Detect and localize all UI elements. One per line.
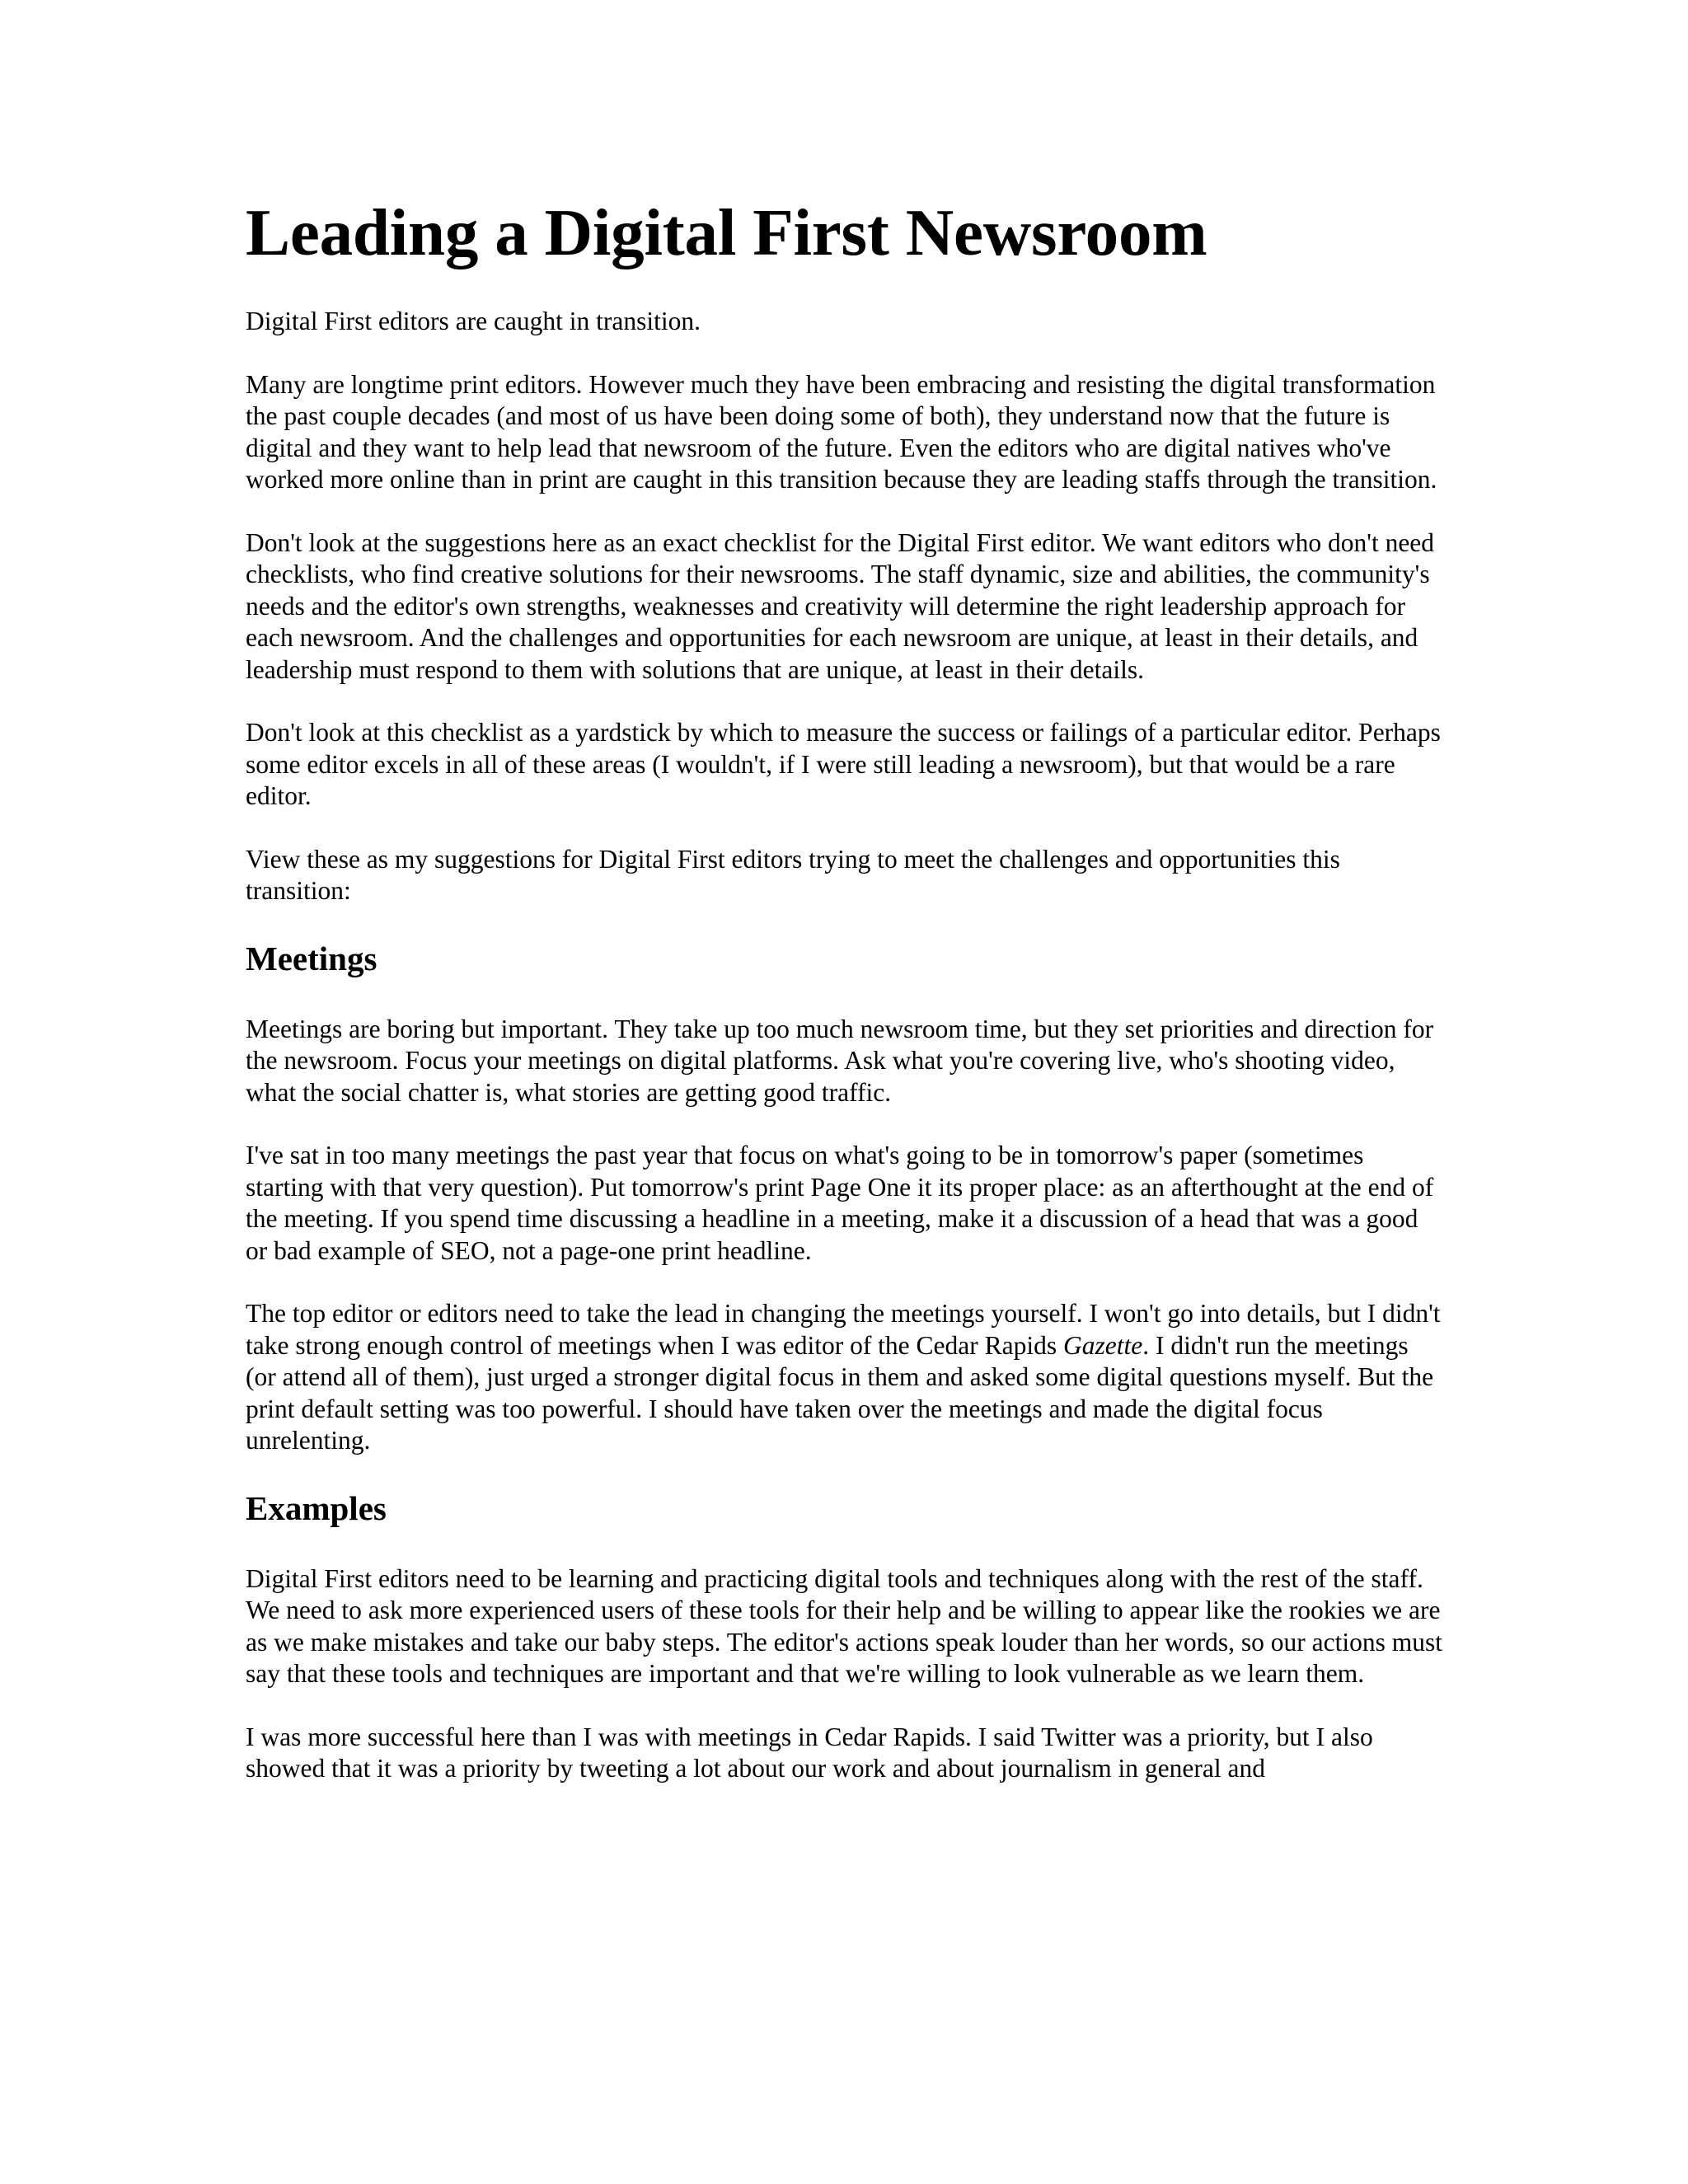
meetings-paragraph-3-start: The top editor or editors need to take the lead in changing the meetings yourself. I won't go into details, but I didn't take strong enough control of meetings when I was editor of the Cedar Rapids [246,1299,1441,1360]
meetings-paragraph-1: Meetings are boring but important. They take up too much newsroom time, but they set priorities and direction for the newsroom. Focus your meetings on digital platforms. Ask what you're covering live, who's shooting video, what the social chatter is, what stories are getting good traffic. [246,1014,1434,1107]
examples-paragraph-2: I was more successful here than I was with meetings in Cedar Rapids. I said Twitter was a priority, but I also showed that it was a priority by tweeting a lot about our work and about journalism in general and [246,1722,1373,1783]
examples-heading: Examples [246,1488,387,1527]
intro-paragraph-5: View these as my suggestions for Digital First editors trying to meet the challenges and opportunities this transition: [246,844,1340,906]
meetings-heading: Meetings [246,939,377,977]
meetings-paragraph-3-end: . I didn't run the meetings (or attend all of them), just urged a stronger digital focus in them and asked some digital questions myself. But the print default setting was too powerful. I should have taken over the meetings and made the digital focus unrelenting. [246,1330,1434,1455]
intro-paragraph-4: Don't look at this checklist as a yardstick by which to measure the success or failings of a particular editor. Perhaps some editor excels in all of these areas (I wouldn't, if I were still leading a newsroom), but that would be a rare editor. [246,718,1441,811]
document-page [246,196,1442,1816]
meetings-paragraph-3 [246,1298,1442,1457]
examples-paragraph-1: Digital First editors need to be learning and practicing digital tools and techniques along with the rest of the staff. We need to ask more experienced users of these tools for their help and be willing to appear like the rookies we are as we make mistakes and take our baby steps. The editor's actions speak louder than her words, so our actions must say that these tools and techniques are important and that we're willing to look vulnerable as we learn them. [246,1563,1442,1689]
document-title: Leading a Digital First Newsroom [246,195,1207,269]
meetings-paragraph-2: I've sat in too many meetings the past year that focus on what's going to be in tomorrow's paper (sometimes starting with that very question). Put tomorrow's print Page One it its proper place: as an afterthought at the end of the meeting. If you spend time discussing a headline in a meeting, make it a discussion of a head that was a good or bad example of SEO, not a page-one print headline. [246,1141,1434,1265]
gazette-italic: Gazette [1063,1330,1143,1360]
intro-paragraph-3: Don't look at the suggestions here as an exact checklist for the Digital First editor. We want editors who don't need checklists, who find creative solutions for their newsrooms. The staff dynamic, size and abilities, the community's needs and the editor's own strengths, weaknesses and creativity will determine the right leadership approach for each newsroom. And the challenges and opportunities for each newsroom are unique, at least in their details, and leadership must respond to them with solutions that are unique, at least in their details. [246,527,1435,684]
intro-paragraph-2: Many are longtime print editors. However much they have been embracing and resisting the digital transformation the past couple decades (and most of us have been doing some of both), they understand now that the future is digital and they want to help lead that newsroom of the future. Even the editors who are digital natives who've worked more online than in print are caught in this transition because they are leading staffs through the transition. [246,369,1437,494]
intro-paragraph-1: Digital First editors are caught in transition. [246,307,701,336]
